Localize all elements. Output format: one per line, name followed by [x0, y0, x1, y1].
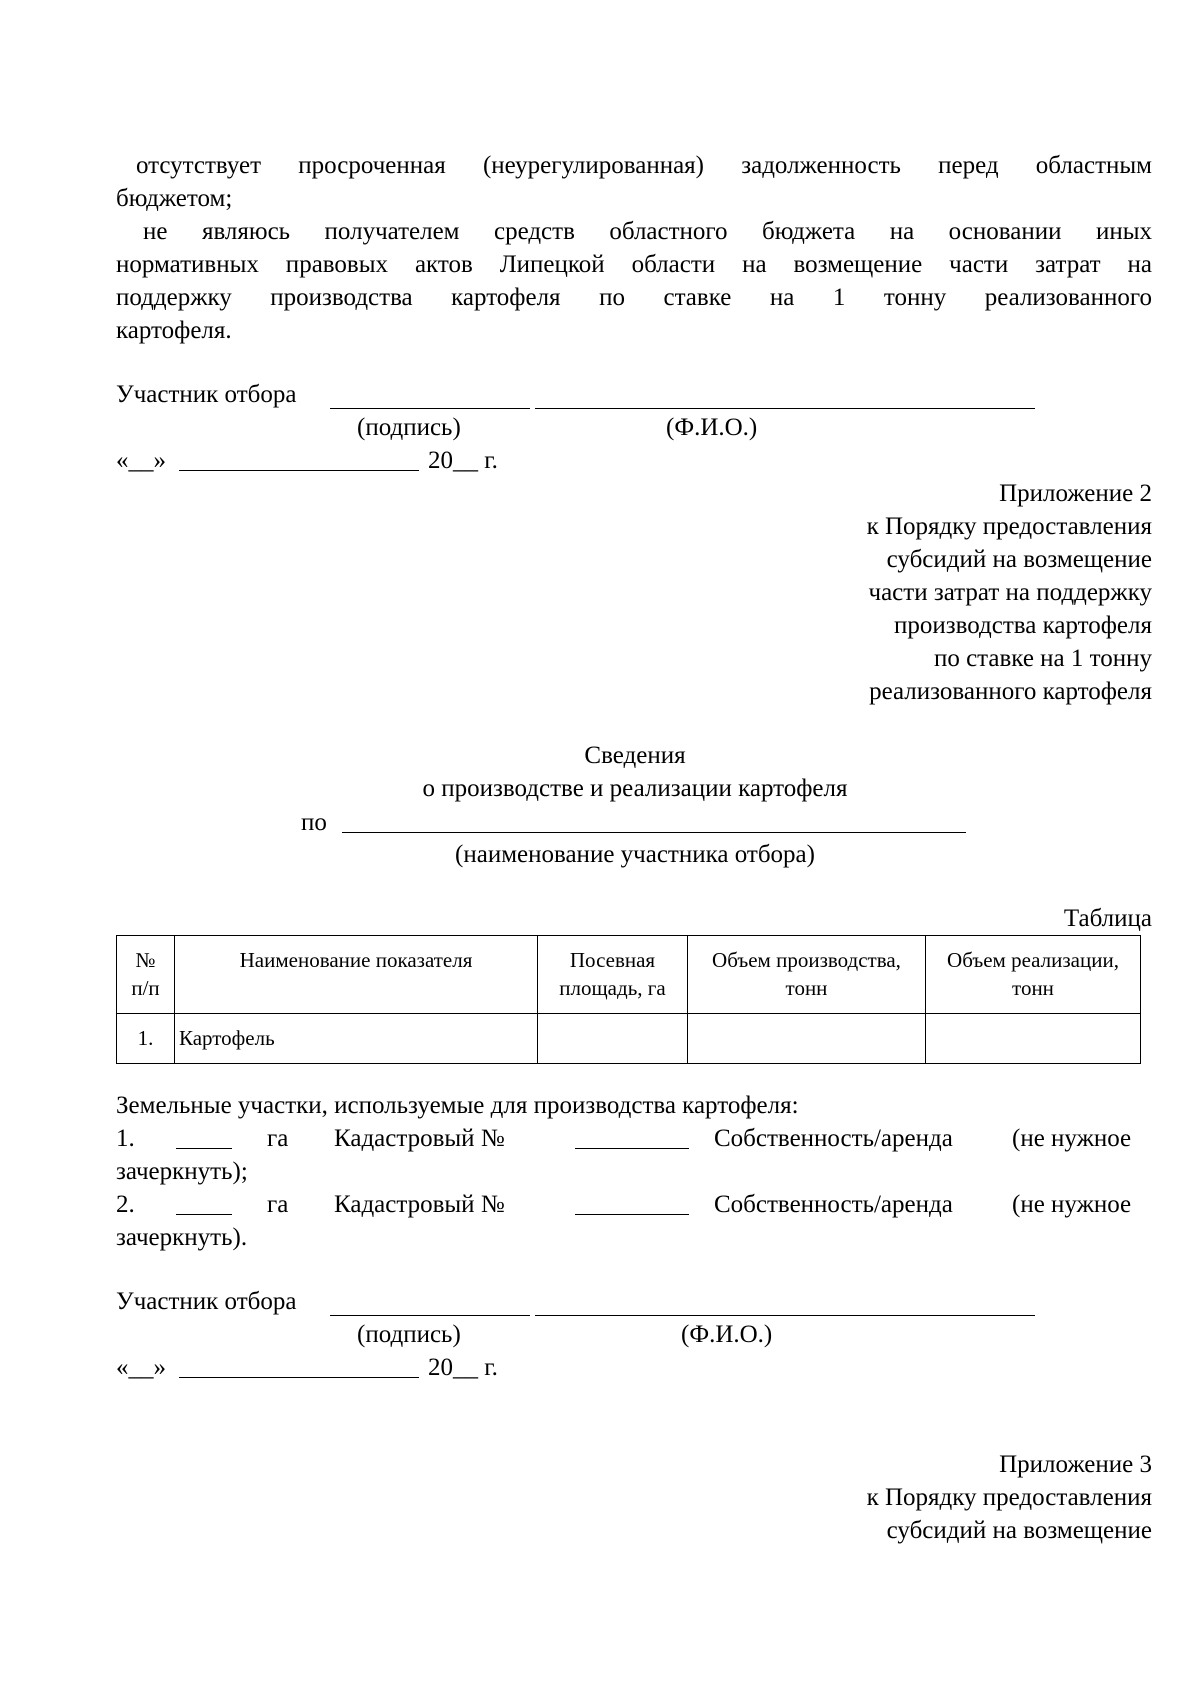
- form-subtitle: о производстве и реализации картофеля: [422, 775, 848, 802]
- cadastral-blank: [575, 1148, 689, 1149]
- fio-caption: (Ф.И.О.): [681, 1321, 773, 1348]
- row-num: 1.: [117, 1014, 175, 1064]
- area-blank: [176, 1148, 232, 1149]
- appendix-line: производства картофеля: [893, 612, 1152, 639]
- participant-name-line: [342, 832, 966, 833]
- ga-label: га: [267, 1191, 289, 1218]
- date-day: «__»: [116, 1354, 166, 1381]
- strike-note-end: зачеркнуть);: [116, 1158, 248, 1185]
- appendix-line: Приложение 3: [999, 1451, 1152, 1478]
- header-cell: № п/п: [117, 936, 175, 1014]
- intro-line: не являюсь получателем средств областного бюджета на основании иных: [143, 218, 1152, 245]
- date-month-line: [179, 470, 419, 471]
- signature-caption: (подпись): [357, 1321, 461, 1348]
- row-name: Картофель: [175, 1014, 538, 1064]
- signature-line: [330, 1315, 530, 1316]
- signature-caption: (подпись): [357, 414, 461, 441]
- table-label: Таблица: [1063, 905, 1152, 932]
- header-cell: Наименование показателя: [175, 936, 538, 1014]
- strike-note-end: зачеркнуть).: [116, 1224, 248, 1251]
- intro-line: нормативных правовых актов Липецкой области на возмещение части затрат на: [116, 251, 1152, 278]
- land-heading: Земельные участки, используемые для производства картофеля:: [116, 1092, 799, 1119]
- participant-caption: (наименование участника отбора): [455, 841, 815, 868]
- ownership-label: Собственность/аренда: [714, 1125, 953, 1152]
- appendix-line: реализованного картофеля: [869, 678, 1152, 705]
- row-area: [538, 1014, 688, 1064]
- date-day: «__»: [116, 447, 166, 474]
- ga-label: га: [267, 1125, 289, 1152]
- cadastral-blank: [575, 1214, 689, 1215]
- land-item-num: 2.: [116, 1191, 135, 1218]
- appendix-line: к Порядку предоставления: [866, 513, 1152, 540]
- cadastral-label: Кадастровый №: [334, 1191, 505, 1218]
- strike-note: (не нужное: [1012, 1125, 1132, 1152]
- area-blank: [176, 1214, 232, 1215]
- signature-label: Участник отбора: [116, 381, 297, 408]
- po-label: по: [301, 809, 327, 836]
- signature-line: [330, 408, 530, 409]
- appendix-line: субсидий на возмещение: [886, 1517, 1152, 1544]
- date-year: 20__ г.: [428, 447, 498, 474]
- form-title: Сведения: [584, 742, 686, 769]
- date-year: 20__ г.: [428, 1354, 498, 1381]
- date-month-line: [179, 1377, 419, 1378]
- intro-line: отсутствует просроченная (неурегулированная) задолженность перед областным: [136, 152, 1152, 179]
- intro-line: картофеля.: [116, 317, 232, 344]
- appendix-line: по ставке на 1 тонну: [933, 645, 1152, 672]
- header-cell: Объем производства, тонн: [688, 936, 926, 1014]
- strike-note: (не нужное: [1012, 1191, 1132, 1218]
- production-table: [116, 935, 1141, 1064]
- appendix-line: субсидий на возмещение: [886, 546, 1152, 573]
- header-cell: Посевная площадь, га: [538, 936, 688, 1014]
- row-sales: [926, 1014, 1141, 1064]
- appendix-line: Приложение 2: [999, 480, 1152, 507]
- fio-line: [535, 408, 1035, 409]
- intro-line: поддержку производства картофеля по ставке на 1 тонну реализованного: [116, 284, 1152, 311]
- fio-caption: (Ф.И.О.): [666, 414, 758, 441]
- table-row: [117, 1014, 1141, 1064]
- ownership-label: Собственность/аренда: [714, 1191, 953, 1218]
- cadastral-label: Кадастровый №: [334, 1125, 505, 1152]
- fio-line: [535, 1315, 1035, 1316]
- table-header-row: [117, 936, 1141, 1014]
- header-cell: Объем реализации, тонн: [926, 936, 1141, 1014]
- land-item-num: 1.: [116, 1125, 135, 1152]
- appendix-line: к Порядку предоставления: [866, 1484, 1152, 1511]
- row-production: [688, 1014, 926, 1064]
- appendix-line: части затрат на поддержку: [868, 579, 1152, 606]
- intro-line: бюджетом;: [116, 185, 233, 212]
- signature-label: Участник отбора: [116, 1288, 297, 1315]
